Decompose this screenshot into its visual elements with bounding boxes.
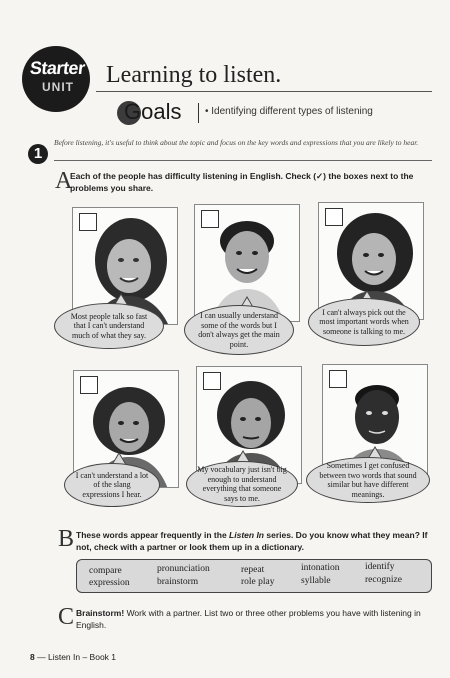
share-checkbox-1[interactable]	[79, 213, 97, 231]
page-number: 8	[30, 652, 35, 662]
speech-bubble-3: I can't always pick out the most important words when someone is talking to me.	[308, 298, 420, 346]
starter-unit-badge	[22, 46, 90, 112]
page-footer	[30, 652, 116, 662]
section-b-letter: B	[58, 526, 75, 552]
speech-bubble-4: I can't understand a lot of the slang expressions I hear.	[64, 463, 160, 507]
section-c-instruction: Brainstorm! Work with a partner. List two or three other problems you have with listening in English.	[76, 608, 421, 630]
series-title: Listen In	[229, 530, 264, 540]
speech-bubble-1: Most people talk so fast that I can't understand much of what they say.	[54, 303, 164, 349]
vocabulary-box	[76, 559, 432, 593]
share-checkbox-2[interactable]	[201, 210, 219, 228]
section-a-letter: A	[55, 168, 73, 194]
book-title: — Listen In – Book 1	[37, 652, 117, 662]
vocab-word: repeat	[241, 565, 265, 575]
title-divider	[96, 91, 432, 92]
goals-item: • Identifying different types of listening	[205, 106, 373, 117]
speech-bubble-5: My vocabulary just isn't big enough to understand everything that someone says to me.	[186, 461, 298, 507]
vocab-word: compare	[89, 566, 122, 576]
vocab-word: recognize	[365, 575, 402, 585]
section-b-instruction: These words appear frequently in the Listen In series. Do you know what they mean? If not, check with a partner or look them up in a dictionary.	[76, 530, 428, 552]
vocab-word: identify	[365, 562, 395, 572]
section-a-instruction: Each of the people has difficulty listening in English. Check (✓) the boxes next to the problems you share.	[70, 171, 414, 193]
speech-bubble-2: I can usually understand some of the words but I don't always get the main point.	[184, 305, 294, 355]
exercise-intro: Before listening, it's useful to think about the topic and focus on the key words and expressions that you are likely to hear.	[54, 138, 419, 147]
exercise-number: 1	[28, 144, 48, 164]
vocab-word: brainstorm	[157, 577, 199, 587]
unit-label: UNIT	[42, 80, 74, 94]
goals-heading: Goals	[124, 99, 182, 124]
share-checkbox-3[interactable]	[325, 208, 343, 226]
brainstorm-heading: Brainstorm!	[76, 608, 125, 618]
vocab-word: pronunciation	[157, 564, 210, 574]
speech-bubble-6: Sometimes I get confused between two words that sound similar but have different meanings.	[306, 457, 430, 503]
share-checkbox-4[interactable]	[80, 376, 98, 394]
vocab-word: role play	[241, 577, 275, 587]
intro-divider	[54, 160, 432, 161]
vocab-word: expression	[89, 578, 130, 588]
goals-separator	[198, 103, 199, 123]
starter-label: Starter	[29, 58, 86, 78]
unit-title: Learning to listen.	[106, 62, 282, 88]
vocab-word: intonation	[301, 563, 340, 573]
vocab-word: syllable	[301, 576, 331, 586]
section-c-letter: C	[58, 604, 75, 630]
share-checkbox-6[interactable]	[329, 370, 347, 388]
share-checkbox-5[interactable]	[203, 372, 221, 390]
